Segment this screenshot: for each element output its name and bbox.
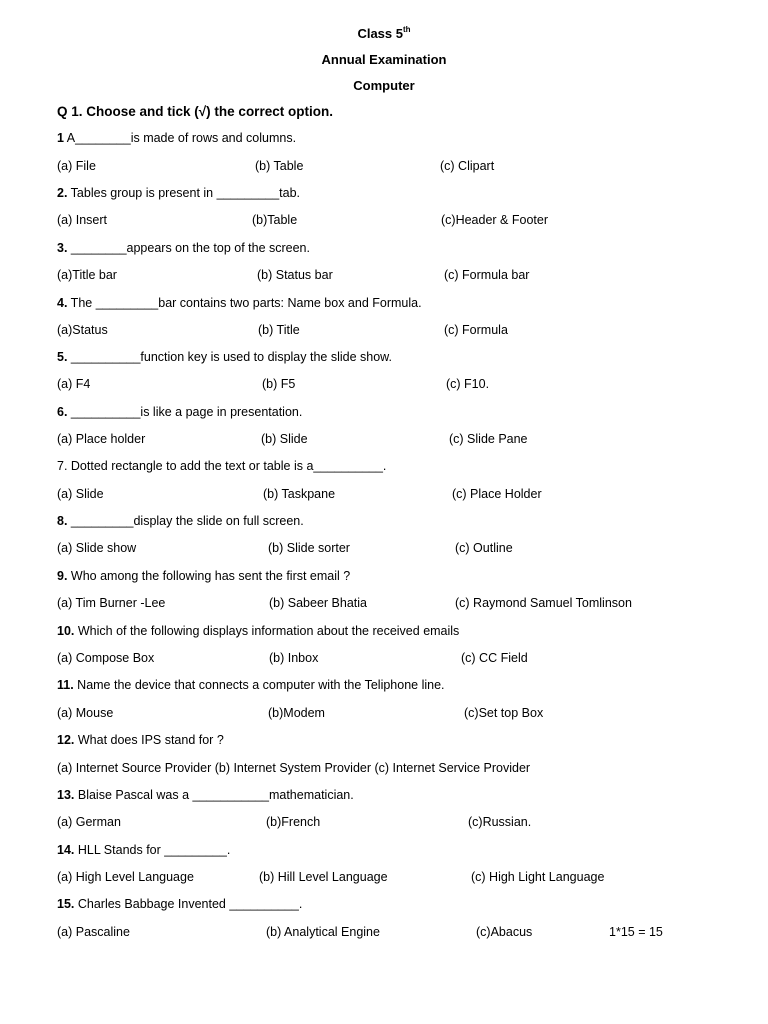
question-body: ________appears on the top of the screen. xyxy=(67,241,310,255)
answer-option: (b) F5 xyxy=(262,377,296,391)
question-text xyxy=(57,405,302,419)
class-superscript: th xyxy=(402,25,411,34)
question-number: 14. xyxy=(57,843,75,857)
answer-option: (a) German xyxy=(57,815,121,829)
question-text xyxy=(57,569,350,583)
answer-option: (c) Formula xyxy=(444,323,508,337)
question-body: Name the device that connects a computer with the Teliphone line. xyxy=(73,678,445,692)
answer-option: (c) F10. xyxy=(446,377,490,391)
answer-option: (b) Slide sorter xyxy=(268,541,350,555)
answer-option: (a)Title bar xyxy=(57,268,117,282)
answer-option: (a) Slide xyxy=(57,487,104,501)
question-body: 7. Dotted rectangle to add the text or table is a__________. xyxy=(57,459,387,473)
answer-option: (c) CC Field xyxy=(461,651,528,665)
answer-option: (a) High Level Language xyxy=(57,870,194,884)
answer-option: (b)Table xyxy=(252,213,298,227)
question-body: HLL Stands for _________. xyxy=(74,843,231,857)
question-body: What does IPS stand for ? xyxy=(74,733,224,747)
question-text xyxy=(57,131,296,145)
question-number: 5. xyxy=(57,350,68,364)
question-number: 10. xyxy=(57,624,75,638)
answer-option: (c)Russian. xyxy=(468,815,532,829)
question-body: Blaise Pascal was a ___________mathematician. xyxy=(74,788,354,802)
answer-option: (a)Status xyxy=(57,323,108,337)
answer-option: (b) Status bar xyxy=(257,268,333,282)
question-body: Who among the following has sent the first email ? xyxy=(67,569,351,583)
question-body: _________display the slide on full screen. xyxy=(67,514,304,528)
answer-option: (a) Compose Box xyxy=(57,651,155,665)
question-number: 2. xyxy=(57,186,68,200)
class-title: Class 5th xyxy=(357,25,411,41)
answer-option: (b)Modem xyxy=(268,706,325,720)
question-text xyxy=(57,296,422,310)
question-text xyxy=(57,624,459,638)
question-text xyxy=(57,514,304,528)
answer-option: (c)Set top Box xyxy=(464,706,544,720)
answer-option: (b) Sabeer Bhatia xyxy=(269,596,367,610)
answer-option: (c) High Light Language xyxy=(471,870,605,884)
answer-option: (a) File xyxy=(57,159,96,173)
question-number: 9. xyxy=(57,569,68,583)
question-number: 8. xyxy=(57,514,68,528)
answer-option: (c) Slide Pane xyxy=(449,432,528,446)
question-number: 1 xyxy=(57,131,64,145)
answer-option: (a) Mouse xyxy=(57,706,114,720)
answer-option: (c)Abacus xyxy=(476,925,533,939)
question-body: Charles Babbage Invented __________. xyxy=(74,897,303,911)
question-body: Tables group is present in _________tab. xyxy=(67,186,301,200)
answer-option: (a) Slide show xyxy=(57,541,137,555)
question-text xyxy=(57,897,302,911)
answer-option: (b) Slide xyxy=(261,432,308,446)
question-text xyxy=(57,459,386,473)
question-text xyxy=(57,843,230,857)
question-text xyxy=(57,733,224,747)
answer-option: (b) Taskpane xyxy=(263,487,336,501)
question-number: 12. xyxy=(57,733,75,747)
subject-title: Computer xyxy=(353,78,415,93)
question-number: 13. xyxy=(57,788,75,802)
answer-option: (a) Tim Burner -Lee xyxy=(57,596,166,610)
question-number: 15. xyxy=(57,897,75,911)
question-body: __________is like a page in presentation. xyxy=(67,405,303,419)
answer-option: (a) F4 xyxy=(57,377,91,391)
question-number: 3. xyxy=(57,241,68,255)
answer-option: (a) Place holder xyxy=(57,432,146,446)
question-body: The _________bar contains two parts: Name box and Formula. xyxy=(67,296,422,310)
question-body: A________is made of rows and columns. xyxy=(63,131,297,145)
answer-option: (b)French xyxy=(266,815,321,829)
question-number: 4. xyxy=(57,296,68,310)
answer-option: (a) Insert xyxy=(57,213,108,227)
answer-option: (b) Inbox xyxy=(269,651,319,665)
answer-option: (b) Hill Level Language xyxy=(259,870,388,884)
marks-total: 1*15 = 15 xyxy=(609,925,663,939)
answer-option: (a) Pascaline xyxy=(57,925,130,939)
answer-option: (c) Formula bar xyxy=(444,268,530,282)
question-text xyxy=(57,678,445,692)
answer-option: (b) Analytical Engine xyxy=(266,925,380,939)
answer-option: (b) Title xyxy=(258,323,300,337)
answer-option: (c) Clipart xyxy=(440,159,495,173)
question-body: Which of the following displays information about the received emails xyxy=(74,624,460,638)
answer-option: (b) Table xyxy=(255,159,304,173)
question-number: 6. xyxy=(57,405,68,419)
answer-option: (c) Outline xyxy=(455,541,513,555)
section-heading: Q 1. Choose and tick (√) the correct option. xyxy=(57,104,333,119)
question-number: 11. xyxy=(57,678,74,692)
question-body: __________function key is used to display the slide show. xyxy=(67,350,392,364)
question-text xyxy=(57,186,300,200)
answer-option: (a) Internet Source Provider (b) Internet System Provider (c) Internet Service Provider xyxy=(57,761,531,775)
answer-option: (c) Place Holder xyxy=(452,487,542,501)
answer-option: (c) Raymond Samuel Tomlinson xyxy=(455,596,632,610)
question-text xyxy=(57,241,310,255)
question-text xyxy=(57,788,354,802)
question-text xyxy=(57,350,392,364)
answer-option: (c)Header & Footer xyxy=(441,213,548,227)
exam-title: Annual Examination xyxy=(321,52,447,67)
